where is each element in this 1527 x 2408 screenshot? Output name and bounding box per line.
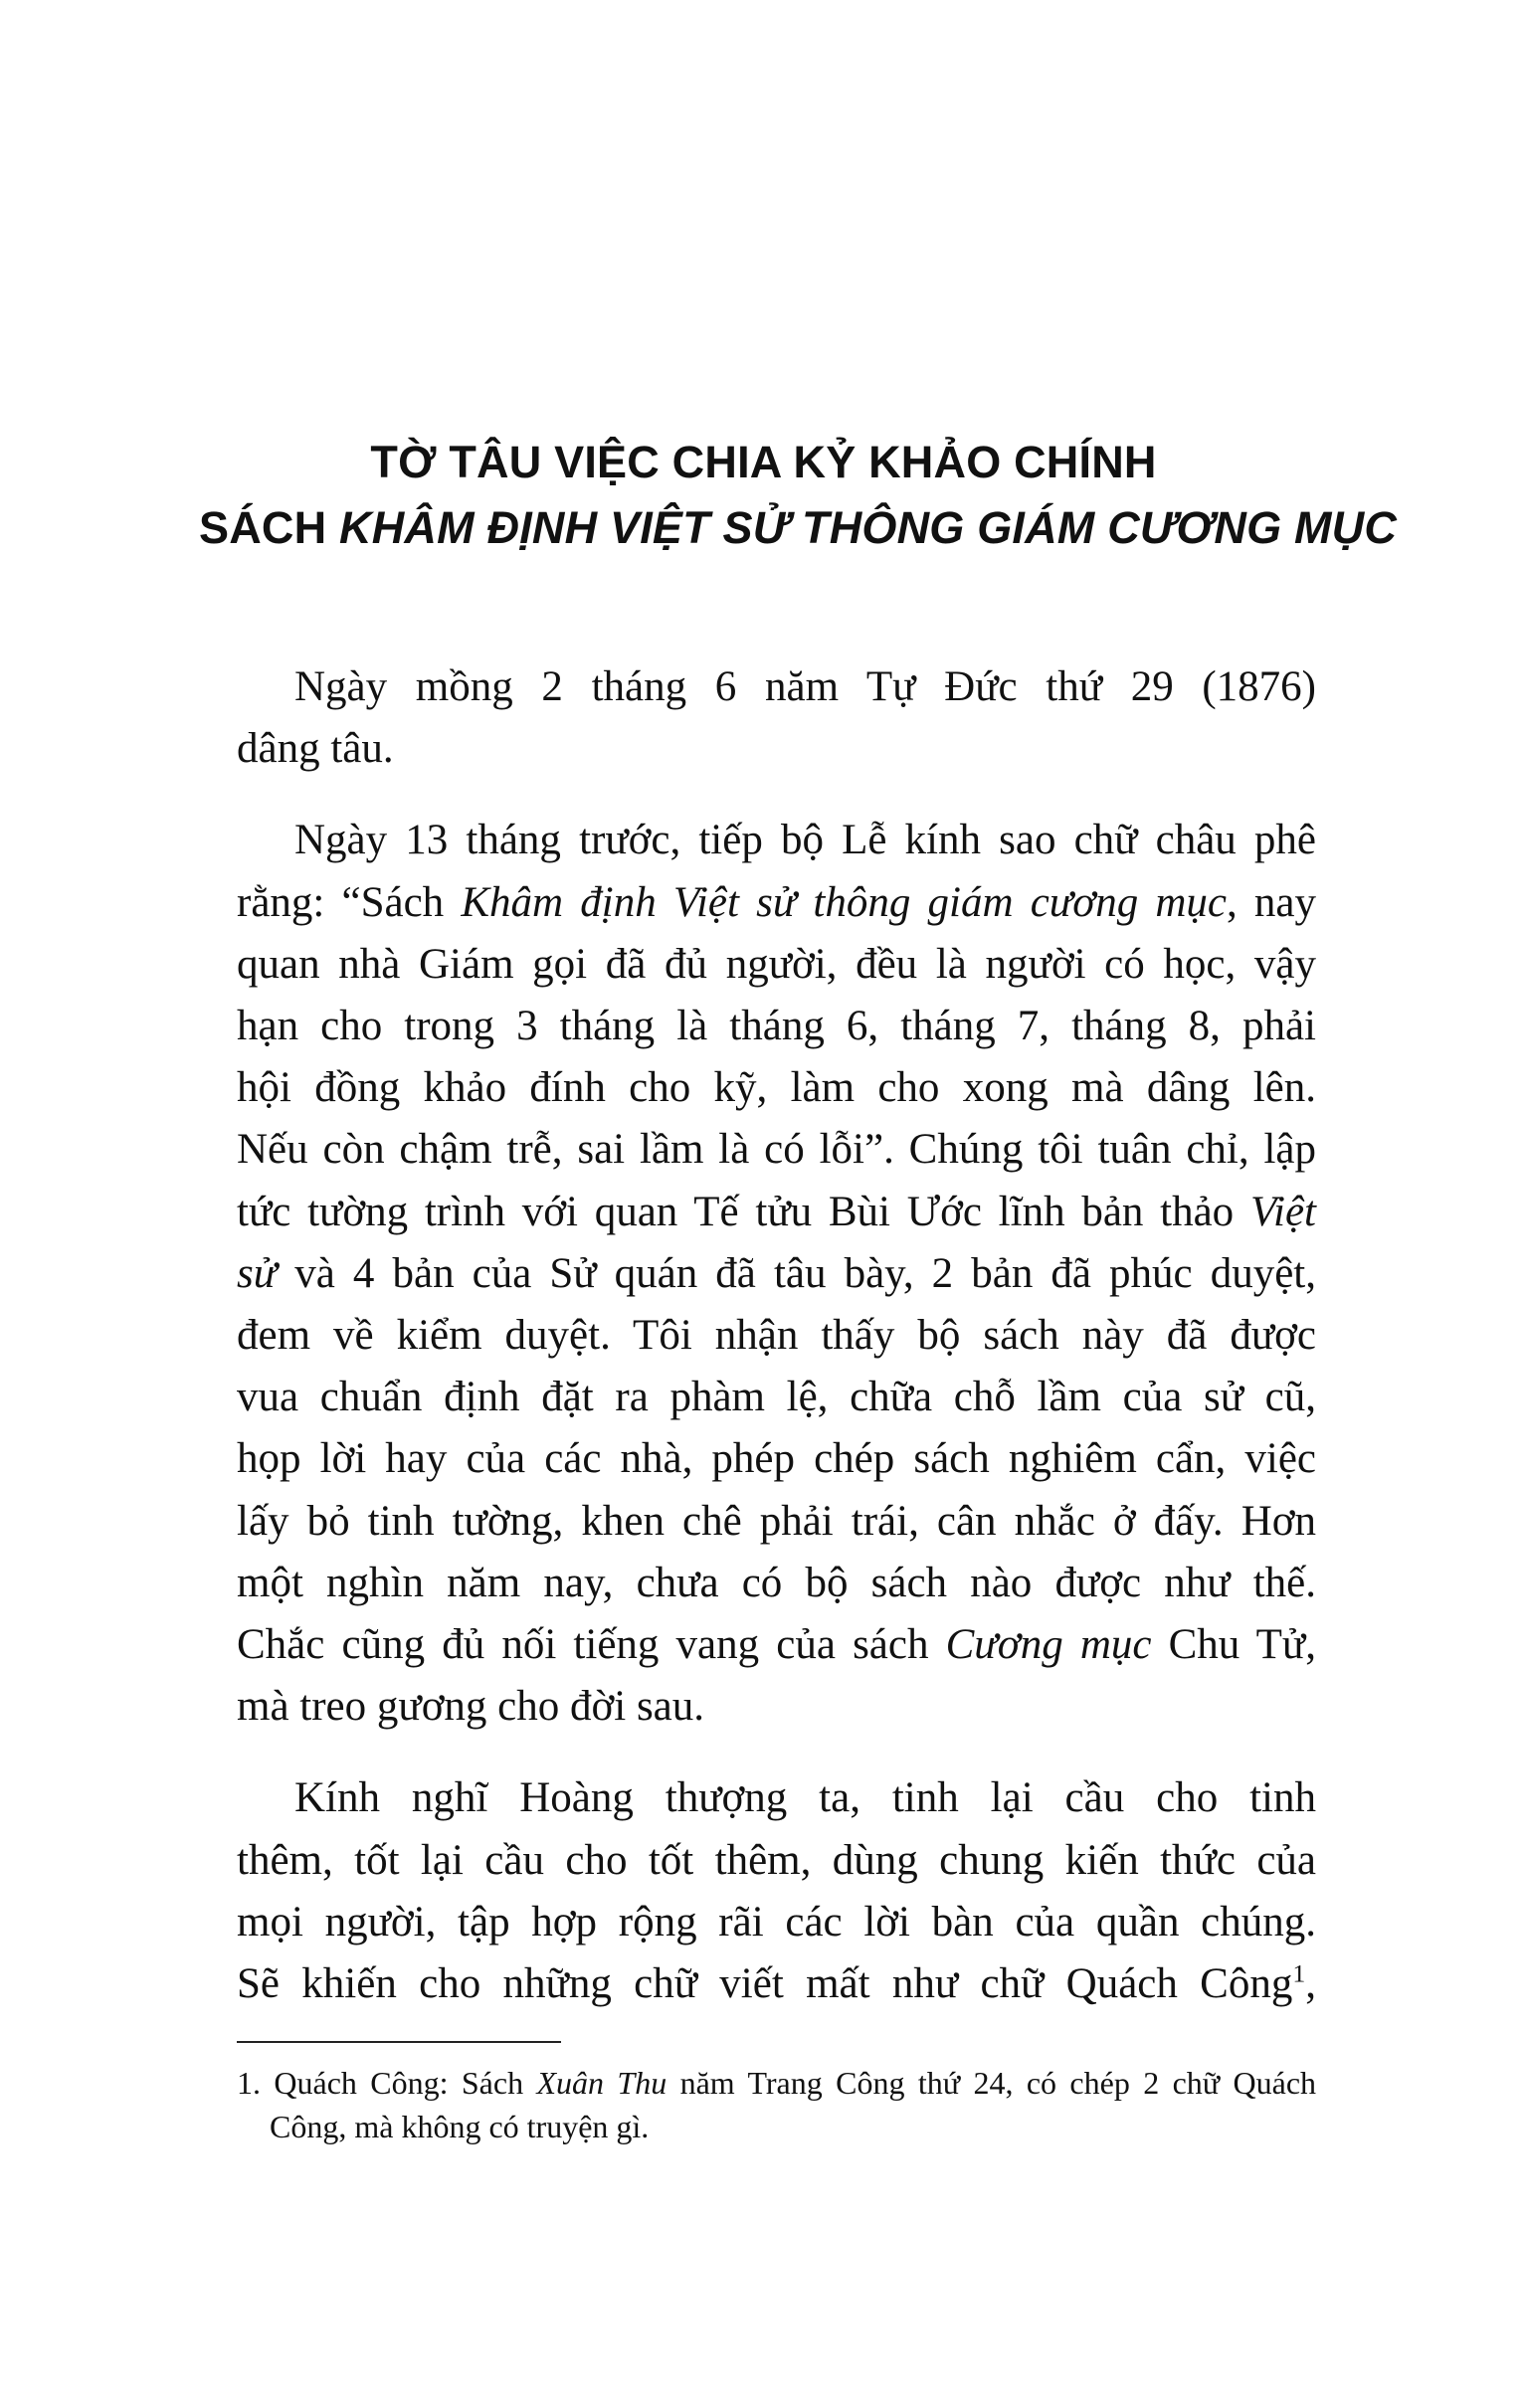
p2-line: một nghìn năm nay, chưa có bộ sách nào được như thế.	[237, 1559, 1316, 1606]
p2-l2-b: , nay	[1227, 878, 1316, 926]
p2-line	[237, 1182, 1316, 1243]
chapter-title	[199, 430, 1398, 561]
p2-line: hạn cho trong 3 tháng là tháng 6, tháng 7, tháng 8, phải	[237, 1003, 1316, 1050]
title-line-1: TỜ TÂU VIỆC CHIA KỶ KHẢO CHÍNH	[370, 437, 1157, 487]
p3-line: Kính nghĩ Hoàng thượng ta, tinh lại cầu cho tinh	[294, 1774, 1316, 1822]
p2-l14-italic: Cương mục	[945, 1621, 1152, 1669]
p3-l4-end: ,	[1305, 1960, 1316, 2008]
p2-line	[237, 872, 1316, 934]
body-text	[237, 656, 1316, 2045]
fn-l1-italic: Xuân Thu	[536, 2065, 668, 2101]
p2-l8-italic: sử	[237, 1249, 278, 1297]
footnote-divider	[237, 2041, 561, 2043]
footnote-line: Công, mà không có truyện gì.	[270, 2109, 650, 2144]
paragraph-3	[237, 1767, 1316, 2015]
paragraph-2	[237, 810, 1316, 1738]
footnote-ref[interactable]: 1	[1292, 1958, 1306, 1988]
title-line-2-italic: KHÂM ĐỊNH VIỆT SỬ THÔNG GIÁM CƯƠNG MỤC	[339, 502, 1398, 553]
p2-l8-b: và 4 bản của Sử quán đã tâu bày, 2 bản đã phúc duyệt,	[277, 1249, 1316, 1297]
p2-line: lấy bỏ tinh tường, khen chê phải trái, cân nhắc ở đấy. Hơn	[237, 1497, 1316, 1545]
title-line-2	[199, 495, 1398, 561]
p3-l4-text: Sẽ khiến cho những chữ viết mất như chữ Quách Công	[237, 1960, 1293, 2008]
p2-line	[237, 1243, 1316, 1305]
p2-line: mà treo gương cho đời sau.	[237, 1683, 705, 1731]
fn-l1-a: 1. Quách Công: Sách	[237, 2065, 537, 2101]
p2-l2-italic: Khâm định Việt sử thông giám cương mục	[461, 878, 1227, 926]
p3-line: mọi người, tập hợp rộng rãi các lời bàn của quần chúng.	[237, 1898, 1316, 1945]
p2-line: đem về kiểm duyệt. Tôi nhận thấy bộ sách này đã được	[237, 1312, 1316, 1360]
fn-l1-b: năm Trang Công thứ 24, có chép 2 chữ Quách	[667, 2065, 1317, 2101]
p3-line	[237, 1953, 1316, 2015]
p2-line: Ngày 13 tháng trước, tiếp bộ Lễ kính sao chữ châu phê	[294, 817, 1316, 864]
p2-line: hội đồng khảo đính cho kỹ, làm cho xong mà dâng lên.	[237, 1064, 1316, 1112]
title-line-2-prefix: SÁCH	[199, 502, 340, 553]
p2-line	[237, 1614, 1316, 1676]
p2-line: họp lời hay của các nhà, phép chép sách nghiêm cẩn, việc	[237, 1435, 1316, 1483]
p2-l2-a: rằng: “Sách	[237, 878, 462, 926]
p1-line: Ngày mồng 2 tháng 6 năm Tự Đức thứ 29 (1876)	[294, 663, 1316, 710]
p2-l14-b: Chu Tử,	[1151, 1621, 1316, 1669]
footnote	[237, 2061, 1316, 2148]
p2-line: vua chuẩn định đặt ra phàm lệ, chữa chỗ lầm của sử cũ,	[237, 1374, 1316, 1421]
p2-l14-a: Chắc cũng đủ nối tiếng vang của sách	[237, 1621, 946, 1669]
p2-l7-italic: Việt	[1249, 1188, 1316, 1235]
p2-l7-a: tức tường trình với quan Tế tửu Bùi Ước lĩnh bản thảo	[237, 1188, 1250, 1235]
p2-line: Nếu còn chậm trễ, sai lầm là có lỗi”. Chúng tôi tuân chỉ, lập	[237, 1126, 1316, 1174]
paragraph-1	[237, 656, 1316, 780]
p1-line: dâng tâu.	[237, 725, 394, 773]
footnote-line	[237, 2061, 1316, 2105]
p2-line: quan nhà Giám gọi đã đủ người, đều là người có học, vậy	[237, 940, 1316, 988]
p3-line: thêm, tốt lại cầu cho tốt thêm, dùng chung kiến thức của	[237, 1836, 1316, 1884]
